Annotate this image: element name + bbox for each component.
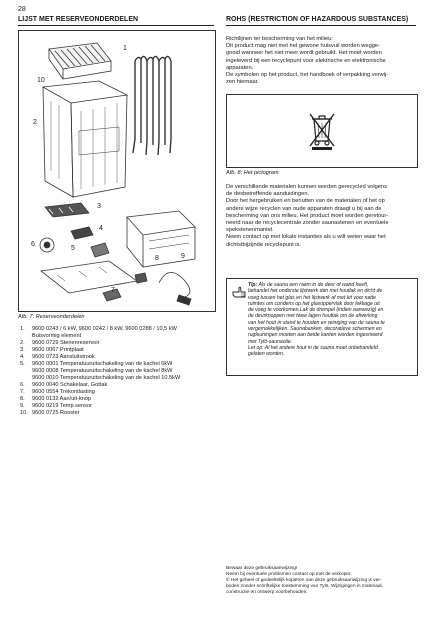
tip-hand-icon [231,285,247,301]
callout-1: 1 [123,45,127,52]
list-item: 7. 9600 0554 Trekontlasting [20,389,95,395]
temperature-sensor-drawing [159,272,191,305]
callout-3: 3 [97,203,101,210]
rohs-heading: ROHS (RESTRICTION OF HAZARDOUS SUBSTANCES) [226,16,409,23]
list-item: 2. 9600 0729 Stenenreservoir [20,340,100,346]
parts-list [20,326,216,417]
crossed-out-bin-icon [307,111,337,151]
recycling-paragraph: De verschillende materialen kunnen worden gerecycled volgens de desbetreffende aanduidingen. Door het hergebruiken en benutten van de materialen of het op andere wijze recyclen van oude apparaten draagt u bij aan de bescherming van ons milieu. Het product moet worden geretour- neerd naar de recyclecentrale zonder saunastenen en eventuele spekstenenmantel. Neem contact op met lokale instanties als u wilt weten waar het dichtstbijzijnde recyclepunt is. [226,184,389,248]
list-item: 1. 9600 0243 / 6 kW, 9600 0242 / 8 kW, 9600 0288 / 10,5 kW [20,326,177,332]
grid-rooster-drawing [49,43,111,79]
figure-7-caption: Afb. 7: Reserveonderdelen [18,314,85,320]
list-item: 9600 0008 Temperatuuruitschakeling van de kachel 8kW [32,368,173,374]
spare-parts-figure [18,30,216,312]
callout-2: 2 [33,119,37,126]
callout-6: 6 [31,241,35,248]
right-heading-rule [226,25,416,26]
left-heading-rule [18,25,214,26]
callout-8: 8 [155,255,159,262]
list-item: Buisvormig element [32,333,82,339]
callout-7: 7 [111,287,115,294]
temperature-limiter-drawing [91,243,109,257]
list-item: 3. 9600 0067 Printplaat [20,347,84,353]
footer-note: Bewaar deze gebruiksaanwijzing! Neem bij eventuele problemen contact op met de verkoper. © Het geheel of gedeeltelijk kopiëren van deze gebruiksaanwijzing is ver- boden zonder schriftelijke toestemming van Tylö. Wijzigingen in materiaal, constructie en ontwerp voorbehouden. [226,566,383,595]
callout-4: 4 [99,225,103,232]
spare-parts-heading: LIJST MET RESERVEONDERDELEN [18,16,139,23]
callout-10: 10 [37,77,45,84]
terminal-strip-drawing [71,227,93,239]
list-item: 6. 9600 0040 Schakelaar, Gottak [20,382,108,388]
callout-5: 5 [71,245,75,252]
exploded-view-drawing [19,31,215,311]
on-off-button-drawing [135,273,147,283]
rohs-intro: Richtlijnen ter bescherming van het milieu: Dit product mag niet met het gewone huisvuil worden wegge- gooid wanneer het niet meer wordt gebruikt. Het moet worden ingeleverd bij een recyclepunt voor elektrische en elektronische apparaten. De symbolen op het product, het handboek of verpakking verwij- zen hiernaar. [226,36,389,86]
circuit-board-drawing [45,203,89,217]
callout-9: 9 [181,253,185,260]
tip-label: Tip: [248,282,258,288]
tip-text: Tip: Als de sauna een raam in de deur of wand heeft, behandel het onderste lijstwerk dan met houtlak en dicht de voeg tussen het glas en het lijstwerk af met kit voor natte ruimtes om condens op het glasoppervlak door lekkage uit de voeg te voorkomen.Lak de drempel (indien aanwezig) en de deurknoppen met twee lagen houtlak om de afwerking van het hout in stand te houden en reiniging van de sauna te vergemakkelijken. Saunabanken, decoratieve schermen en rugleuningen moeten aan beide kanten worden ingesmeerd met Tylö-saunaolie. Let op: Al het andere hout in de sauna moet onbehandeld gelaten worden. [248,282,385,358]
stone-reservoir-drawing [43,81,127,197]
list-item: 4. 9600 0723 Aansluitstrook [20,354,95,360]
pictogram-box [226,94,418,168]
list-item: 8. 9600 0132 Aan/uit-knop [20,396,92,402]
heating-elements-drawing [133,56,171,155]
figure-8-caption: Afb. 8; Het pictogram [226,170,279,176]
list-item: 5. 9600 0001 Temperatuuruitschakeling van de kachel 6kW [20,361,173,367]
list-item: 10. 9600 0725 Rooster [20,410,80,416]
list-item: 9. 9600 0219 Temp.sensor [20,403,92,409]
base-plate-drawing [41,261,137,293]
page-number: 28 [18,6,26,13]
list-item: 9600 0010 Temperatuuruitschakeling van de kachel 10.5kW [32,375,181,381]
switch-drawing [40,238,54,252]
